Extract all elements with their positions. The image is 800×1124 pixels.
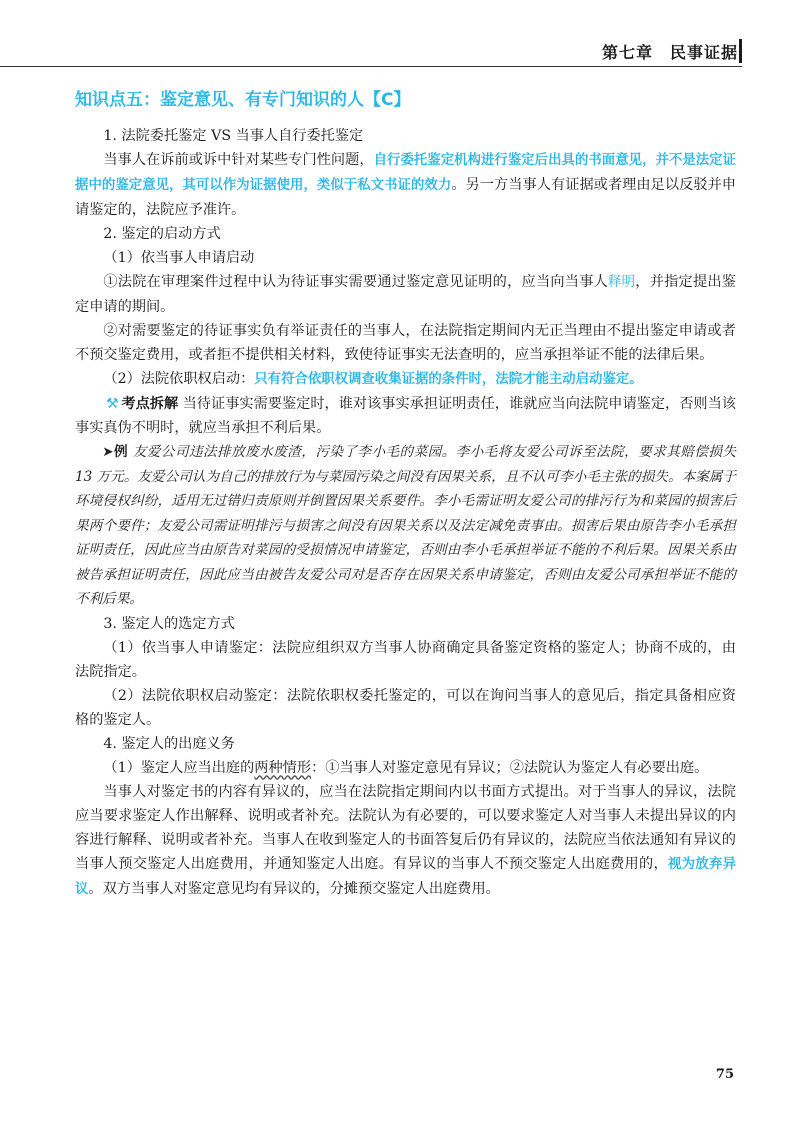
page-number: 75 [715,1067,734,1082]
s2-item1-pre: ①法院在审理案件过程中认为待证事实需要通过鉴定意见证明的，应当向当事人 [103,274,609,290]
s4-p1 [75,756,736,780]
s4-p2-post: 。双方当事人对鉴定意见均有异议的，分摊预交鉴定人出庭费用。 [88,880,500,897]
s4-p1-pre: （1）鉴定人应当出庭的 [103,759,255,776]
s2-item1 [75,270,736,319]
s4-p1-post: ：①当事人对鉴定意见有异议；②法院认为鉴定人有必要出庭。 [311,759,709,776]
section-title: 知识点五：鉴定意见、有专门知识的人【C】 [75,90,411,110]
s3-p2: （2）法院依职权启动鉴定：法院依职权委托鉴定的，可以在询问当事人的意见后，指定具备相应资格的鉴定人。 [75,687,736,728]
s2-item1-highlight: 释明 [608,275,636,290]
header-bar [739,39,742,63]
s4-p2 [75,780,736,902]
s2-sub1: （1）依当事人申请启动 [103,250,255,266]
s1-highlight: 自行委托鉴定机构进行鉴定后出具的书面意见，并不是法定证据中的鉴定意见，其可以作为证据使用，类似于私文书证的效力 [75,153,736,193]
s1-paragraph [75,148,736,222]
s2-heading: 2. 鉴定的启动方式 [103,226,221,242]
s4-p2-highlight: 视为放弃异议 [75,856,736,897]
s2-item2: ②对需要鉴定的待证事实负有举证责任的当事人，在法院指定期间内无正当理由不提出鉴定申请或者不预交鉴定费用，或者拒不提供相关材料，致使待证事实无法查明的，应当承担举证不能的法律后果。 [75,323,736,363]
example-paragraph [75,440,736,612]
example-text: 友爱公司违法排放废水废渣，污染了李小毛的菜园。李小毛将友爱公司诉至法院，要求其赔偿损失 13 万元。友爱公司认为自己的排放行为与菜园污染之间没有因果关系，且不认可李小毛主张的损失。本案属于环境侵权纠纷，适用无过错归责原则并倒置因果关系要件。李小毛需证明友爱公司的排污行为和菜园的损害后果两个要件；友爱公司需证明排污与损害之间没有因果关系以及法定减免责事由。损害后果由原告李小毛承担证明责任，因此应当由原告对菜园的受损情况申请鉴定，否则由李小毛承担举证不能的不利后果。因果关系由被告承担证明责任，因此应当由被告友爱公司对是否存在因果关系申请鉴定，否则由友爱公司承担举证不能的不利后果。 [75,444,736,607]
s4-p1-wavy: 两种情形 [254,759,312,776]
chapter-header: 第七章 民事证据 [601,43,738,62]
s2-item1-post: ，并指定提出鉴定申请的期间。 [75,274,736,315]
kaodian-label: 考点拆解 [121,396,179,412]
example-mark: ➤例 [102,444,129,460]
s2-sub2 [75,367,736,392]
s3-p1: （1）依当事人申请鉴定：法院应组织双方当事人协商确定具备鉴定资格的鉴定人；协商不成的，由法院指定。 [75,639,736,680]
page-body [75,86,736,902]
s4-p2-pre: 当事人对鉴定书的内容有异议的，应当在法院指定期间内以书面方式提出。对于当事人的异议，法院应当要求鉴定人作出解释、说明或者补充。法院认为有必要的，可以要求鉴定人对当事人未提出异议的内容进行解释、说明或者补充。当事人在收到鉴定人的书面答复后仍有异议的，法院应当依法通知有异议的当事人预交鉴定人出庭费用，并通知鉴定人出庭。有异议的当事人不预交鉴定人出庭费用的， [75,783,736,872]
tools-icon: ⚒ [106,396,119,412]
s4-heading: 4. 鉴定人的出庭义务 [103,735,235,752]
kaodian-paragraph [75,392,736,440]
s1-text-post: 。另一方当事人有证据或者理由足以反驳并申请鉴定的，法院应予准许。 [75,177,736,218]
s2-sub2-pre: （2）法院依职权启动： [103,371,255,387]
s1-text-pre: 当事人在诉前或诉中针对某些专门性问题， [103,152,374,168]
kaodian-text: 当待证事实需要鉴定时，谁对该事实承担证明责任，谁就应当向法院申请鉴定，否则当该事实真伪不明时，就应当承担不利后果。 [75,396,736,436]
s3-heading: 3. 鉴定人的选定方式 [103,615,235,632]
s2-sub2-highlight: 只有符合依职权调查收集证据的条件时，法院才能主动启动鉴定。 [254,372,643,387]
header-rule [0,66,742,67]
s1-heading: 1. 法院委托鉴定 VS 当事人自行委托鉴定 [103,128,364,144]
